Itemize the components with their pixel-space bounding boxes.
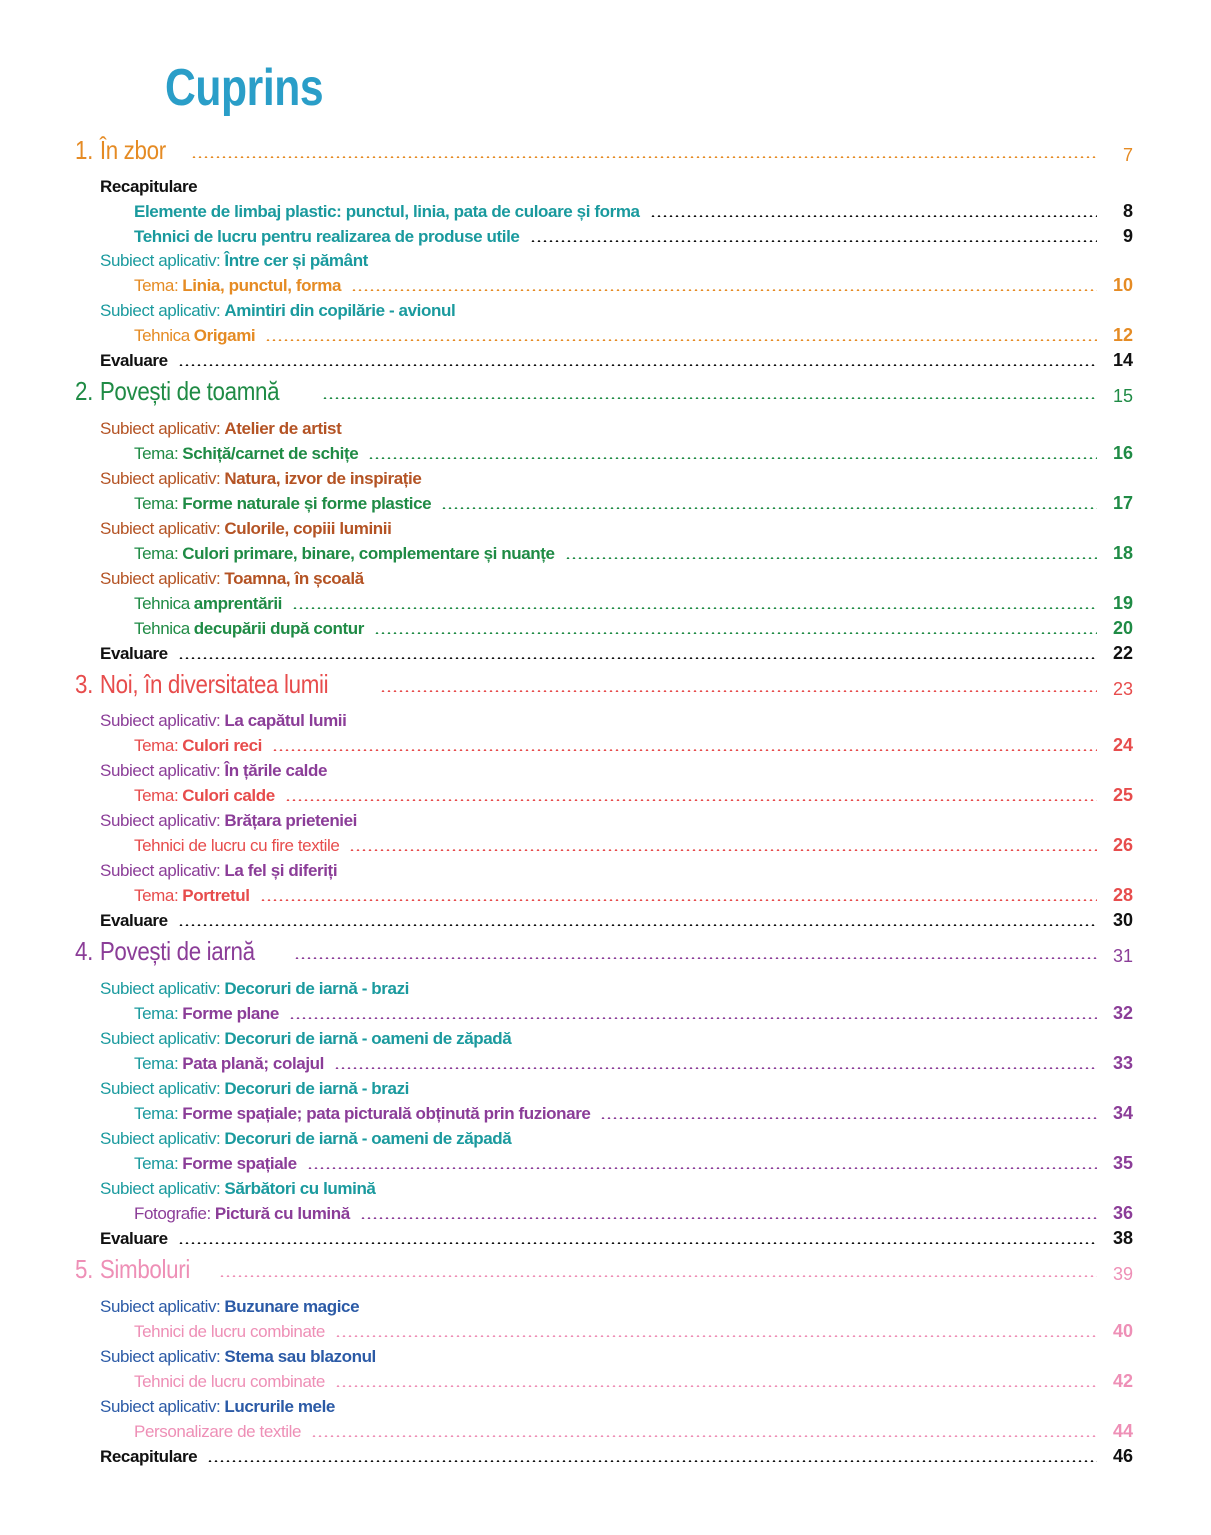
toc-entry[interactable] <box>0 197 1211 222</box>
chapter-heading[interactable] <box>0 937 1211 967</box>
toc-entry[interactable] <box>0 1149 1211 1174</box>
entry-label: Culori reci <box>182 736 262 755</box>
page-number: 9 <box>1122 226 1133 246</box>
toc-subsection[interactable] <box>0 974 1211 999</box>
entry-prefix: Tema: <box>134 886 179 905</box>
entry-prefix: Tema: <box>134 444 179 463</box>
dot-leader <box>265 339 1097 341</box>
page-number: 40 <box>1112 1321 1133 1341</box>
chapter-heading[interactable] <box>0 670 1211 700</box>
entry-prefix: Subiect aplicativ: <box>100 1397 221 1416</box>
toc-entry[interactable] <box>0 639 1211 664</box>
entry-prefix: Subiect aplicativ: <box>100 301 221 320</box>
toc-entry[interactable] <box>0 1317 1211 1342</box>
entry-label: decupării după contur <box>193 619 364 638</box>
toc-entry[interactable] <box>0 321 1211 346</box>
dot-leader <box>565 557 1097 559</box>
entry-label: Amintiri din copilărie - avionul <box>224 301 456 320</box>
page-number: 44 <box>1112 1421 1133 1441</box>
toc-entry[interactable] <box>0 906 1211 931</box>
entry-prefix: Subiect aplicativ: <box>100 761 221 780</box>
dot-leader <box>272 749 1097 751</box>
page-number: 30 <box>1112 910 1133 930</box>
toc-subsection[interactable] <box>0 806 1211 831</box>
entry-prefix: Tehnica <box>134 326 190 345</box>
entry-prefix: Tema: <box>134 1004 179 1023</box>
page-number: 34 <box>1112 1103 1133 1123</box>
entry-label: Decoruri de iarnă - brazi <box>224 1079 409 1098</box>
entry-label: Atelier de artist <box>224 419 342 438</box>
toc-subsection[interactable] <box>0 296 1211 321</box>
entry-label: Recapitulare <box>100 1447 198 1466</box>
entry-label: Tehnici de lucru cu fire textile <box>134 836 340 855</box>
entry-label: Culori calde <box>182 786 275 805</box>
page-number: 18 <box>1112 543 1133 563</box>
chapter-title: Povești de iarnă <box>99 936 255 966</box>
dot-leader <box>441 507 1097 509</box>
entry-prefix: Subiect aplicativ: <box>100 861 221 880</box>
dot-leader <box>311 1435 1097 1437</box>
dot-leader <box>178 1242 1097 1244</box>
entry-prefix: Tema: <box>134 1054 179 1073</box>
entry-label: Culorile, copiii luminii <box>224 519 392 538</box>
entry-label: Toamna, în școală <box>224 569 364 588</box>
toc-subsection[interactable] <box>0 1024 1211 1049</box>
page-number: 20 <box>1112 618 1133 638</box>
toc-subsection[interactable] <box>0 1342 1211 1367</box>
entry-label: Forme spațiale <box>182 1154 297 1173</box>
page-number: 36 <box>1112 1203 1133 1223</box>
entry-label: La capătul lumii <box>224 711 347 730</box>
entry-prefix: Tema: <box>134 786 179 805</box>
chapter-title: Simboluri <box>99 1254 190 1284</box>
page-title: Cuprins <box>165 59 324 117</box>
entry-prefix: Fotografie: <box>134 1204 211 1223</box>
entry-prefix: Tema: <box>134 736 179 755</box>
page-number: 23 <box>1112 679 1133 699</box>
page-number: 22 <box>1112 643 1133 663</box>
entry-label: Elemente de limbaj plastic: punctul, linia, pata de culoare și forma <box>134 202 640 221</box>
entry-prefix: Subiect aplicativ: <box>100 1179 221 1198</box>
entry-label: amprentării <box>193 594 282 613</box>
entry-label: Forme naturale și forme plastice <box>182 494 432 513</box>
toc-entry[interactable] <box>0 614 1211 639</box>
chapter-title: Noi, în diversitatea lumii <box>99 669 329 699</box>
toc-entry[interactable] <box>0 1367 1211 1392</box>
toc-subsection[interactable] <box>0 514 1211 539</box>
entry-prefix: Subiect aplicativ: <box>100 1347 221 1366</box>
entry-label: Brățara prieteniei <box>224 811 358 830</box>
entry-label: Personalizare de textile <box>134 1422 302 1441</box>
entry-label: Linia, punctul, forma <box>182 276 342 295</box>
page-number: 15 <box>1112 386 1133 406</box>
dot-leader <box>292 607 1097 609</box>
toc-subsection[interactable] <box>0 756 1211 781</box>
entry-label: Pata plană; colajul <box>182 1054 324 1073</box>
chapter-title: Povești de toamnă <box>99 376 280 406</box>
entry-label: Decoruri de iarnă - brazi <box>224 979 409 998</box>
toc-entry[interactable] <box>0 831 1211 856</box>
entry-label: Culori primare, binare, complementare și nuanțe <box>182 544 555 563</box>
dot-leader <box>349 849 1097 851</box>
dot-leader <box>294 957 1097 959</box>
entry-prefix: Subiect aplicativ: <box>100 469 221 488</box>
entry-prefix: Subiect aplicativ: <box>100 419 221 438</box>
toc-entry[interactable] <box>0 346 1211 371</box>
toc-entry[interactable] <box>0 489 1211 514</box>
chapter-number: 2. <box>75 376 93 406</box>
page-number: 8 <box>1122 201 1133 221</box>
toc-entry[interactable] <box>0 439 1211 464</box>
chapter-number: 1. <box>75 135 93 165</box>
dot-leader <box>322 397 1097 399</box>
entry-label: Tehnici de lucru combinate <box>134 1322 325 1341</box>
entry-label: Tehnici de lucru pentru realizarea de produse utile <box>134 227 520 246</box>
entry-prefix: Tema: <box>134 494 179 513</box>
entry-prefix: Subiect aplicativ: <box>100 979 221 998</box>
dot-leader <box>335 1385 1097 1387</box>
toc-subsection[interactable] <box>0 856 1211 881</box>
dot-leader <box>380 690 1098 692</box>
toc-entry[interactable] <box>0 1224 1211 1249</box>
chapter-title: În zbor <box>99 135 166 165</box>
toc-subsection[interactable] <box>0 172 1211 197</box>
page-number: 25 <box>1112 785 1133 805</box>
entry-label: Evaluare <box>100 911 168 930</box>
entry-label: Decoruri de iarnă - oameni de zăpadă <box>224 1129 512 1148</box>
dot-leader <box>285 799 1097 801</box>
entry-label: La fel și diferiți <box>224 861 338 880</box>
entry-label: Portretul <box>182 886 250 905</box>
page-number: 33 <box>1112 1053 1133 1073</box>
toc-entry[interactable] <box>0 881 1211 906</box>
entry-prefix: Subiect aplicativ: <box>100 569 221 588</box>
entry-prefix: Tema: <box>134 276 179 295</box>
dot-leader <box>178 657 1097 659</box>
entry-label: Pictură cu lumină <box>214 1204 350 1223</box>
entry-prefix: Subiect aplicativ: <box>100 519 221 538</box>
page-number: 42 <box>1112 1371 1133 1391</box>
entry-prefix: Subiect aplicativ: <box>100 1297 221 1316</box>
entry-label: Evaluare <box>100 1229 168 1248</box>
toc-subsection[interactable] <box>0 1124 1211 1149</box>
entry-label: Forme plane <box>182 1004 279 1023</box>
entry-label: Lucrurile mele <box>224 1397 335 1416</box>
chapter-number: 4. <box>75 936 93 966</box>
toc-subsection[interactable] <box>0 1292 1211 1317</box>
dot-leader <box>351 289 1097 291</box>
page-number: 46 <box>1112 1446 1133 1466</box>
toc-entry[interactable] <box>0 271 1211 296</box>
entry-prefix: Tehnica <box>134 594 190 613</box>
entry-label: Schiță/carnet de schițe <box>182 444 359 463</box>
dot-leader <box>219 1275 1097 1277</box>
entry-label: Între cer și pământ <box>224 251 368 270</box>
entry-label: Forme spațiale; pata picturală obținută prin fuzionare <box>182 1104 591 1123</box>
dot-leader <box>260 899 1097 901</box>
chapter-heading[interactable] <box>0 1255 1211 1285</box>
page-number: 17 <box>1112 493 1133 513</box>
dot-leader <box>191 156 1097 158</box>
page-number: 35 <box>1112 1153 1133 1173</box>
entry-label: Evaluare <box>100 351 168 370</box>
entry-label: Tehnici de lucru combinate <box>134 1372 325 1391</box>
page-number: 39 <box>1112 1264 1133 1284</box>
page-number: 14 <box>1112 350 1133 370</box>
dot-leader <box>178 924 1097 926</box>
entry-prefix: Tehnica <box>134 619 190 638</box>
toc-entry[interactable] <box>0 1049 1211 1074</box>
entry-label: Decoruri de iarnă - oameni de zăpadă <box>224 1029 512 1048</box>
dot-leader <box>289 1017 1097 1019</box>
page-number: 32 <box>1112 1003 1133 1023</box>
entry-prefix: Subiect aplicativ: <box>100 1129 221 1148</box>
page-number: 7 <box>1122 145 1133 165</box>
chapter-heading[interactable] <box>0 377 1211 407</box>
toc-entry[interactable] <box>0 1099 1211 1124</box>
entry-prefix: Subiect aplicativ: <box>100 1079 221 1098</box>
dot-leader <box>368 457 1097 459</box>
entry-label: Stema sau blazonul <box>224 1347 376 1366</box>
toc-subsection[interactable] <box>0 464 1211 489</box>
page-number: 10 <box>1112 275 1133 295</box>
chapter-number: 5. <box>75 1254 93 1284</box>
entry-label: În țările calde <box>224 761 328 780</box>
toc-entry[interactable] <box>0 781 1211 806</box>
dot-leader <box>307 1167 1097 1169</box>
toc-subsection[interactable] <box>0 564 1211 589</box>
page-number: 31 <box>1112 946 1133 966</box>
dot-leader <box>334 1067 1097 1069</box>
dot-leader <box>335 1335 1097 1337</box>
page-number: 38 <box>1112 1228 1133 1248</box>
toc-entry[interactable] <box>0 999 1211 1024</box>
entry-label: Buzunare magice <box>224 1297 360 1316</box>
page-number: 28 <box>1112 885 1133 905</box>
entry-prefix: Tema: <box>134 1104 179 1123</box>
toc-entry[interactable] <box>0 1417 1211 1442</box>
entry-label: Sărbători cu lumină <box>224 1179 376 1198</box>
entry-prefix: Subiect aplicativ: <box>100 251 221 270</box>
toc-entry[interactable] <box>0 222 1211 247</box>
entry-prefix: Subiect aplicativ: <box>100 811 221 830</box>
toc-subsection[interactable] <box>0 1174 1211 1199</box>
dot-leader <box>207 1460 1097 1462</box>
toc-subsection[interactable] <box>0 1392 1211 1417</box>
entry-label: Origami <box>193 326 256 345</box>
page-number: 12 <box>1112 325 1133 345</box>
entry-label: Natura, izvor de inspirație <box>224 469 422 488</box>
dot-leader <box>360 1217 1097 1219</box>
entry-prefix: Tema: <box>134 1154 179 1173</box>
toc-subsection[interactable] <box>0 706 1211 731</box>
dot-leader <box>600 1117 1097 1119</box>
entry-prefix: Tema: <box>134 544 179 563</box>
toc-entry[interactable] <box>0 589 1211 614</box>
toc-entry[interactable] <box>0 539 1211 564</box>
dot-leader <box>530 240 1098 242</box>
page-number: 16 <box>1112 443 1133 463</box>
entry-label: Evaluare <box>100 644 168 663</box>
toc-entry[interactable] <box>0 731 1211 756</box>
dot-leader <box>374 632 1097 634</box>
toc-subsection[interactable] <box>0 246 1211 271</box>
dot-leader <box>178 364 1097 366</box>
page-number: 19 <box>1112 593 1133 613</box>
toc-entry[interactable] <box>0 1199 1211 1224</box>
dot-leader <box>650 215 1097 217</box>
entry-prefix: Subiect aplicativ: <box>100 1029 221 1048</box>
chapter-number: 3. <box>75 669 93 699</box>
page-number: 26 <box>1112 835 1133 855</box>
toc-subsection[interactable] <box>0 1074 1211 1099</box>
page-number: 24 <box>1112 735 1133 755</box>
chapter-heading[interactable] <box>0 136 1211 166</box>
entry-prefix: Subiect aplicativ: <box>100 711 221 730</box>
toc-entry[interactable] <box>0 1442 1211 1467</box>
toc-subsection[interactable] <box>0 414 1211 439</box>
entry-label: Recapitulare <box>100 177 198 196</box>
